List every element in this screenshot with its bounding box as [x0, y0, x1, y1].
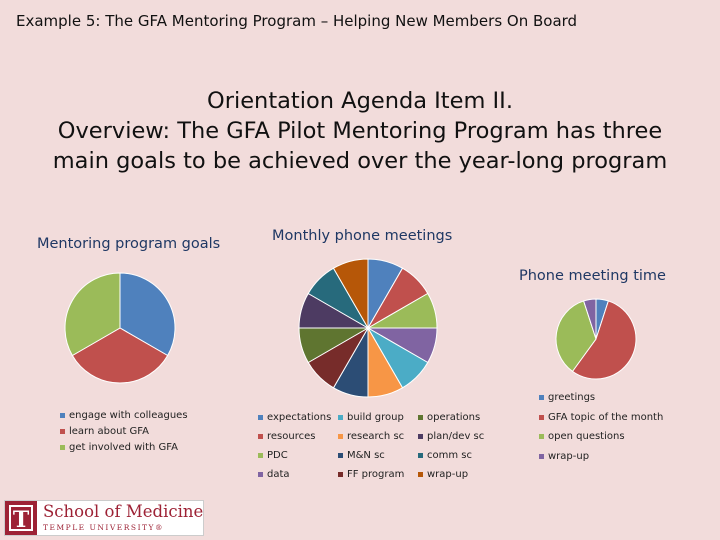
legend-item-1-2 [258, 450, 288, 461]
legend-label: learn about GFA [69, 426, 149, 437]
legend-swatch [338, 434, 343, 439]
legend-label: operations [427, 412, 481, 423]
legend-swatch [539, 395, 544, 400]
main-title-line-1: Orientation Agenda Item II. [207, 88, 513, 114]
legend-item-1-7 [338, 469, 404, 480]
legend-label: wrap-up [548, 450, 590, 462]
logo-name: School of Medicine [43, 502, 204, 521]
legend-item-1-11 [418, 469, 468, 480]
legend-item-2-3 [539, 451, 589, 462]
legend-item-1-9 [418, 431, 484, 442]
legend-item-1-10 [418, 450, 472, 461]
legend-swatch [60, 413, 65, 418]
legend-label: plan/dev sc [427, 431, 485, 442]
legend-swatch [418, 434, 423, 439]
meeting-time-legend [539, 392, 709, 468]
school-of-medicine-logo [4, 500, 204, 536]
legend-swatch [338, 453, 343, 458]
meeting-time-pie-chart [554, 298, 638, 380]
legend-label: PDC [267, 450, 288, 461]
legend-swatch [258, 453, 263, 458]
main-title-line-2: Overview: The GFA Pilot Mentoring Program has three [57, 118, 663, 144]
legend-label: wrap-up [427, 469, 469, 480]
main-title-line-3: main goals to be achieved over the year-long program [52, 148, 668, 174]
goals-legend [60, 410, 240, 470]
logo-subtitle: TEMPLE UNIVERSITY® [43, 523, 164, 532]
monthly-meetings-chart-title: Monthly phone meetings [272, 228, 453, 244]
meeting-time-chart-title: Phone meeting time [519, 268, 666, 284]
legend-label: FF program [347, 469, 405, 480]
legend-label: data [267, 469, 290, 480]
legend-swatch [338, 415, 343, 420]
legend-swatch [338, 472, 343, 477]
legend-item-1-8 [418, 412, 480, 423]
legend-item-1-0 [258, 412, 331, 423]
legend-label: greetings [548, 392, 596, 403]
monthly-meetings-pie-chart [294, 258, 442, 398]
legend-item-1-5 [338, 431, 404, 442]
temple-t-icon: T [9, 505, 33, 531]
legend-swatch [60, 445, 65, 450]
monthly-meetings-legend [258, 412, 528, 488]
goals-chart-title: Mentoring program goals [37, 236, 221, 252]
legend-label: build group [347, 412, 404, 423]
legend-item-2-1 [539, 412, 663, 423]
legend-item-1-6 [338, 450, 385, 461]
legend-label: expectations [267, 412, 332, 423]
legend-item-0-1 [60, 426, 149, 437]
legend-label: GFA topic of the month [548, 411, 664, 423]
legend-swatch [539, 434, 544, 439]
goals-pie-chart [60, 272, 180, 384]
legend-swatch [418, 472, 423, 477]
legend-item-1-4 [338, 412, 404, 423]
legend-label: open questions [548, 431, 625, 442]
legend-swatch [258, 472, 263, 477]
legend-item-0-2 [60, 442, 178, 453]
legend-item-1-1 [258, 431, 315, 442]
legend-swatch [418, 415, 423, 420]
legend-label: get involved with GFA [69, 442, 178, 453]
legend-swatch [539, 415, 544, 420]
legend-swatch [539, 454, 544, 459]
legend-swatch [60, 429, 65, 434]
legend-item-2-0 [539, 392, 595, 403]
legend-label: engage with colleagues [69, 410, 188, 421]
legend-item-2-2 [539, 431, 625, 442]
legend-label: M&N sc [347, 450, 385, 461]
legend-swatch [258, 415, 263, 420]
legend-swatch [258, 434, 263, 439]
legend-swatch [418, 453, 423, 458]
legend-item-1-3 [258, 469, 290, 480]
slide-header: Example 5: The GFA Mentoring Program – Helping New Members On Board [16, 12, 578, 30]
legend-label: research sc [347, 431, 405, 442]
legend-item-0-0 [60, 410, 188, 421]
legend-label: resources [267, 431, 316, 442]
legend-label: comm sc [427, 450, 472, 461]
main-title [0, 86, 720, 176]
